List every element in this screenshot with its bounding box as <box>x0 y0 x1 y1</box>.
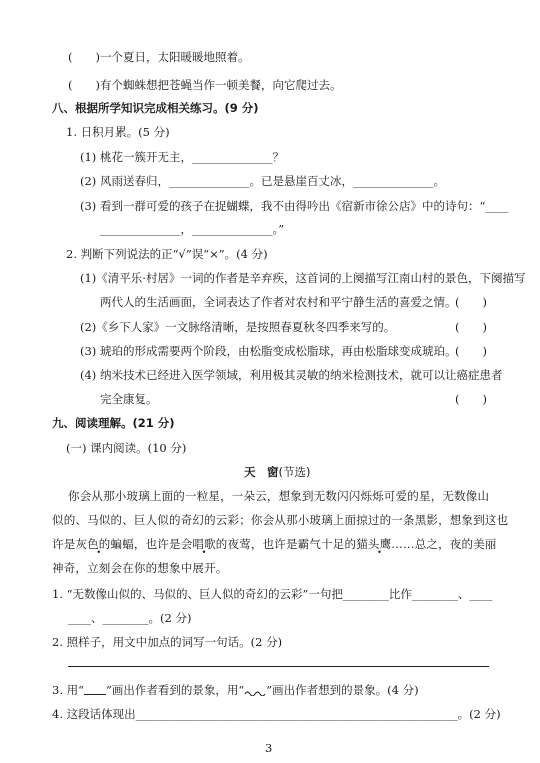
answer-paren-3[interactable]: ( ) <box>455 344 487 358</box>
answer-paren-4[interactable]: ( ) <box>455 392 487 406</box>
reading-q4: 4. 这段话体现出________________________________________________________。(2 分) <box>52 707 501 721</box>
question-1-2: (2) 风雨送春归，______________。已是悬崖百丈冰，______________。 <box>80 174 445 188</box>
reading-q2-answer-line[interactable] <box>68 666 489 667</box>
passage-line-2: 似的、马似的、巨人似的奇幻的云彩；你会从那小玻璃上面掠过的一条黑影，想象到这也 <box>52 513 509 527</box>
reading-q3-pre: 3. 用“ <box>52 683 85 697</box>
judge-3: (3) 琥珀的形成需要两个阶段，由松脂变成松脂球，再由松脂球变成琥珀。 <box>80 344 457 358</box>
page-number: 3 <box>265 741 273 755</box>
dotted-word-1: 许是灰色的蝙蝠， • <box>52 537 146 551</box>
judge-4-line2: 完全康复。 <box>100 392 158 406</box>
judge-4-line1: (4) 纳米技术已经进入医学领域，利用极其灵敏的纳米检测技术，就可以让癌症患者 <box>80 368 503 382</box>
answer-paren-2[interactable]: ( ) <box>455 320 487 334</box>
question-1-1: (1) 桃花一簇开无主，______________？ <box>80 150 284 164</box>
passage-line-4: 神奇，立刻会在你的想象中展开。 <box>52 561 228 575</box>
passage-title <box>244 465 310 479</box>
answer-paren-1[interactable]: ( ) <box>455 295 487 309</box>
dotted-word-3: 也许是霸气十足的猫头鹰……总之，夜的美丽 • <box>263 537 497 551</box>
section-8-heading: 八、根据所学知识完成相关练习。(9 分) <box>52 101 259 115</box>
question-1-3-line2: ______________，______________。” <box>100 222 285 236</box>
line-sentence-a: ( )一个夏日，太阳暖暖地照着。 <box>68 50 250 64</box>
reading-q3-post: ”画出作者想到的景象。(4 分) <box>266 683 419 697</box>
passage-title-note: (节选) <box>278 465 311 479</box>
question-2: 2. 判断下列说法的正“√”误“×”。(4 分) <box>66 247 268 261</box>
judge-1-line2: 两代人的生活画面，全词表达了作者对农村和平宁静生活的喜爱之情。 <box>100 295 457 309</box>
reading-q2: 2. 照样子，用文中加点的词写一句话。(2 分) <box>52 635 283 649</box>
question-1: 1. 日积月累。(5 分) <box>66 125 170 139</box>
reading-q3-mid: ”画出作者看到的景象，用“ <box>106 683 245 697</box>
judge-1-line1: (1)《清平乐·村居》一词的作者是辛弃疾，这首词的上阕描写江南山村的景色，下阕描写 <box>80 271 526 285</box>
wavy-underline-symbol <box>244 686 266 696</box>
reading-q1-line2: ____、________。(2 分) <box>68 611 192 625</box>
straight-underline-symbol <box>84 684 106 695</box>
dotted-word-2: 也许是会唱歌的夜莺， • <box>146 537 263 551</box>
question-1-3-line1: (3) 看到一群可爱的孩子在捉蝴蝶，我不由得吟出《宿新市徐公店》中的诗句：“____ <box>80 199 509 213</box>
reading-q1-line1: 1. “无数像山似的、马似的、巨人似的奇幻的云彩”一句把________比作________、____ <box>52 587 493 601</box>
subsection-1-heading: (一) 课内阅读。(10 分) <box>66 441 187 455</box>
passage-title-text: 天 窗 <box>244 465 279 479</box>
line-sentence-b: ( )有个蜘蛛想把苍蝇当作一顿美餐，向它爬过去。 <box>68 78 342 92</box>
judge-2: (2)《乡下人家》一文脉络清晰，是按照春夏秋冬四季来写的。 <box>80 320 396 334</box>
reading-q3 <box>52 683 419 697</box>
passage-line-1: 你会从那小玻璃上面的一粒星，一朵云，想象到无数闪闪烁烁可爱的星，无数像山 <box>68 489 490 503</box>
section-9-heading: 九、阅读理解。(21 分) <box>52 416 175 430</box>
passage-line-3 <box>52 537 497 551</box>
